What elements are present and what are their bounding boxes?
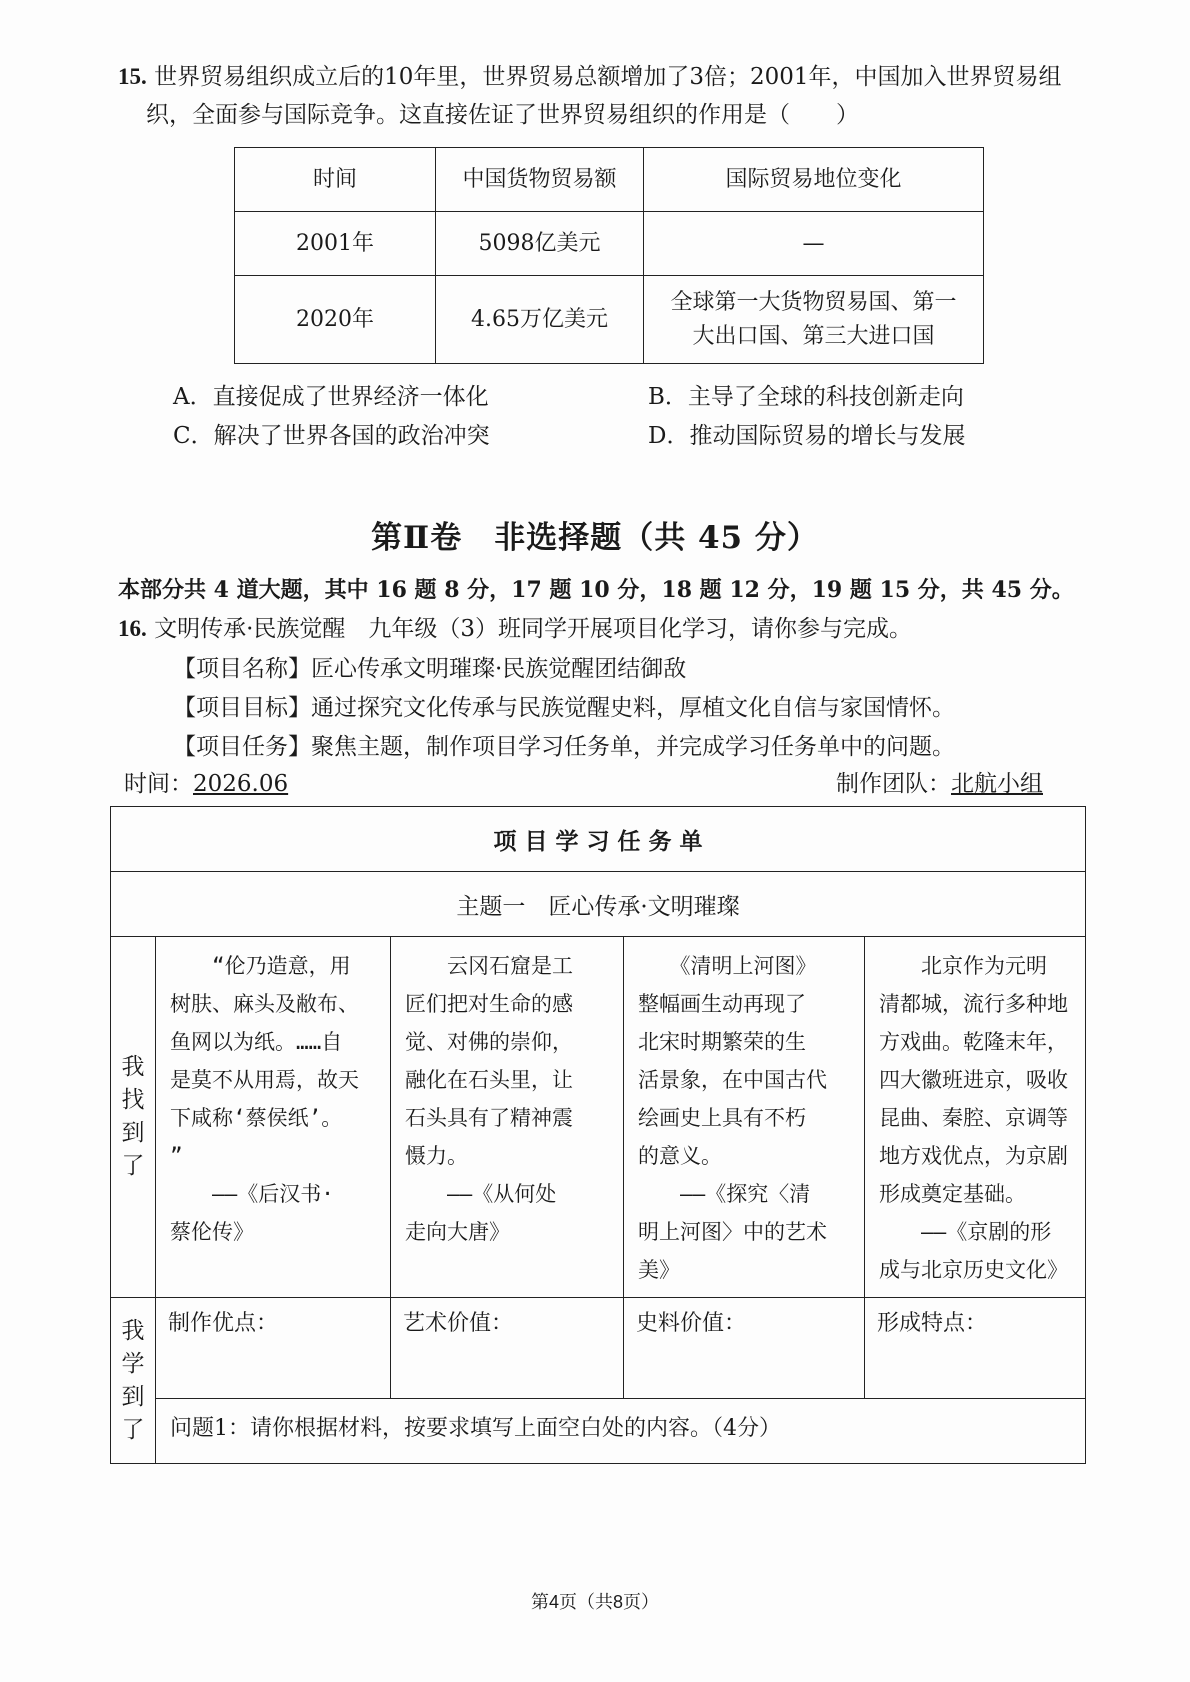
learned-label-char: 我 [121, 1317, 145, 1344]
answer-box-artistic-value[interactable]: 艺术价值： [391, 1298, 624, 1399]
found-label-char: 到 [121, 1120, 145, 1146]
table-cell: — [644, 212, 984, 276]
section-title: 第Ⅱ卷 非选择题（共 45 分） [371, 520, 819, 556]
material-source: ——《后汉书· [170, 1182, 334, 1206]
table-cell: 2020年 [235, 276, 436, 364]
material-line: 鱼网以为纸。……自 [170, 1030, 343, 1054]
q15-line2: 织，全面参与国际竞争。这直接佐证了世界贸易组织的作用是（ ） [146, 102, 859, 128]
found-label-char: 我 [121, 1054, 145, 1080]
material-source: 美》 [638, 1258, 680, 1282]
material-source: ——《从何处 [405, 1182, 557, 1206]
material-line: 云冈石窟是工 [405, 954, 573, 978]
page-footer: 第4页（共8页） [530, 1592, 660, 1612]
section-intro: 本部分共 4 道大题，其中 16 题 8 分，17 题 10 分，18 题 12 分，19 题 15 分，共 45 分。 [118, 577, 1074, 603]
option-a: A．直接促成了世界经济一体化 [173, 384, 489, 410]
material-cell [624, 937, 865, 1298]
material-line: 方戏曲。乾隆末年， [879, 1030, 1068, 1054]
material-line: 清都城，流行多种地 [879, 992, 1068, 1016]
found-label-char: 了 [121, 1153, 145, 1179]
material-line: 活景象，在中国古代 [638, 1068, 827, 1092]
worksheet-title: 项 目 学 习 任 务 单 [111, 807, 1086, 872]
worksheet-table [110, 806, 1086, 1464]
material-line: 的意义。 [638, 1144, 722, 1168]
material-line: 匠们把对生命的感 [405, 992, 573, 1016]
material-line: 绘画史上具有不朽 [638, 1106, 806, 1130]
team-line [836, 767, 1043, 801]
learned-label-char: 到 [121, 1383, 145, 1410]
material-line: 北京作为元明 [879, 954, 1047, 978]
table-cell: 5098亿美元 [436, 212, 644, 276]
material-line: 是莫不从用焉，故天 [170, 1068, 359, 1092]
table-cell-line: 全球第一大货物贸易国、第一 [670, 289, 957, 315]
material-line: 北宋时期繁荣的生 [638, 1030, 806, 1054]
answer-box-formation-features[interactable]: 形成特点： [865, 1298, 1086, 1399]
material-cell [391, 937, 624, 1298]
project-task: 【项目任务】聚焦主题，制作项目学习任务单，并完成学习任务单中的问题。 [173, 734, 955, 760]
material-line: 整幅画生动再现了 [638, 992, 806, 1016]
material-line: 四大徽班进京，吸收 [879, 1068, 1068, 1092]
material-cell [865, 937, 1086, 1298]
q16-heading: 文明传承·民族觉醒 九年级（3）班同学开展项目化学习，请你参与完成。 [154, 616, 913, 642]
material-line: 地方戏优点，为京剧 [879, 1144, 1068, 1168]
material-source: ——《京剧的形 [879, 1220, 1052, 1244]
question-number: 16. [118, 616, 147, 641]
material-line: 觉、对佛的崇仰， [405, 1030, 573, 1054]
material-line: 《清明上河图》 [638, 954, 817, 978]
material-line: 昆曲、秦腔、京调等 [879, 1106, 1068, 1130]
material-line: 石头具有了精神震 [405, 1106, 573, 1130]
project-name: 【项目名称】匠心传承文明璀璨·民族觉醒团结御敌 [173, 656, 687, 682]
question-1: 问题1：请你根据材料，按要求填写上面空白处的内容。（4分） [156, 1399, 1086, 1464]
table-cell [644, 276, 984, 364]
answer-box-historical-value[interactable]: 史料价值： [624, 1298, 865, 1399]
material-line: 树肤、麻头及敝布、 [170, 992, 359, 1016]
material-source: 成与北京历史文化》 [879, 1258, 1068, 1282]
material-line: 慑力。 [405, 1144, 468, 1168]
found-label-char: 找 [121, 1087, 145, 1113]
q15-line1 [118, 60, 1062, 94]
team-label: 制作团队： [836, 771, 951, 797]
time-label: 时间： [124, 771, 193, 797]
table-header: 时间 [235, 148, 436, 212]
table-cell: 2001年 [235, 212, 436, 276]
learned-label-char: 学 [121, 1350, 145, 1377]
option-d: D．推动国际贸易的增长与发展 [648, 423, 966, 449]
material-source: ——《探究〈清 [638, 1182, 811, 1206]
material-cell [156, 937, 391, 1298]
team-value: 北航小组 [951, 771, 1043, 797]
material-source: 走向大唐》 [405, 1220, 510, 1244]
project-goal: 【项目目标】通过探究文化传承与民族觉醒史料，厚植文化自信与家国情怀。 [173, 695, 955, 721]
material-line: 融化在石头里，让 [405, 1068, 573, 1092]
q16-heading-line [118, 612, 912, 646]
q15-text-line1: 世界贸易组织成立后的10年里，世界贸易总额增加了3倍；2001年，中国加入世界贸易组 [154, 64, 1062, 90]
trade-table [234, 147, 984, 364]
worksheet-theme: 主题一 匠心传承·文明璀璨 [111, 872, 1086, 937]
time-value: 2026.06 [193, 771, 289, 797]
material-line: 下咸称‘蔡侯纸’。 [170, 1106, 343, 1130]
table-cell-line: 大出口国、第三大进口国 [692, 323, 935, 349]
table-header: 中国货物贸易额 [436, 148, 644, 212]
answer-box-making-merit[interactable]: 制作优点： [156, 1298, 391, 1399]
table-header: 国际贸易地位变化 [644, 148, 984, 212]
material-source: 蔡伦传》 [170, 1220, 254, 1244]
learned-label [111, 1298, 156, 1464]
time-line [124, 767, 288, 801]
material-line: ” [170, 1144, 183, 1168]
learned-label-char: 了 [121, 1416, 145, 1443]
material-source: 明上河图〉中的艺术 [638, 1220, 827, 1244]
material-line: 形成奠定基础。 [879, 1182, 1026, 1206]
table-cell: 4.65万亿美元 [436, 276, 644, 364]
question-number: 15. [118, 64, 147, 89]
material-line: “伦乃造意，用 [170, 954, 351, 978]
option-b: B．主导了全球的科技创新走向 [648, 384, 964, 410]
found-label [111, 937, 156, 1298]
option-c: C．解决了世界各国的政治冲突 [173, 423, 490, 449]
